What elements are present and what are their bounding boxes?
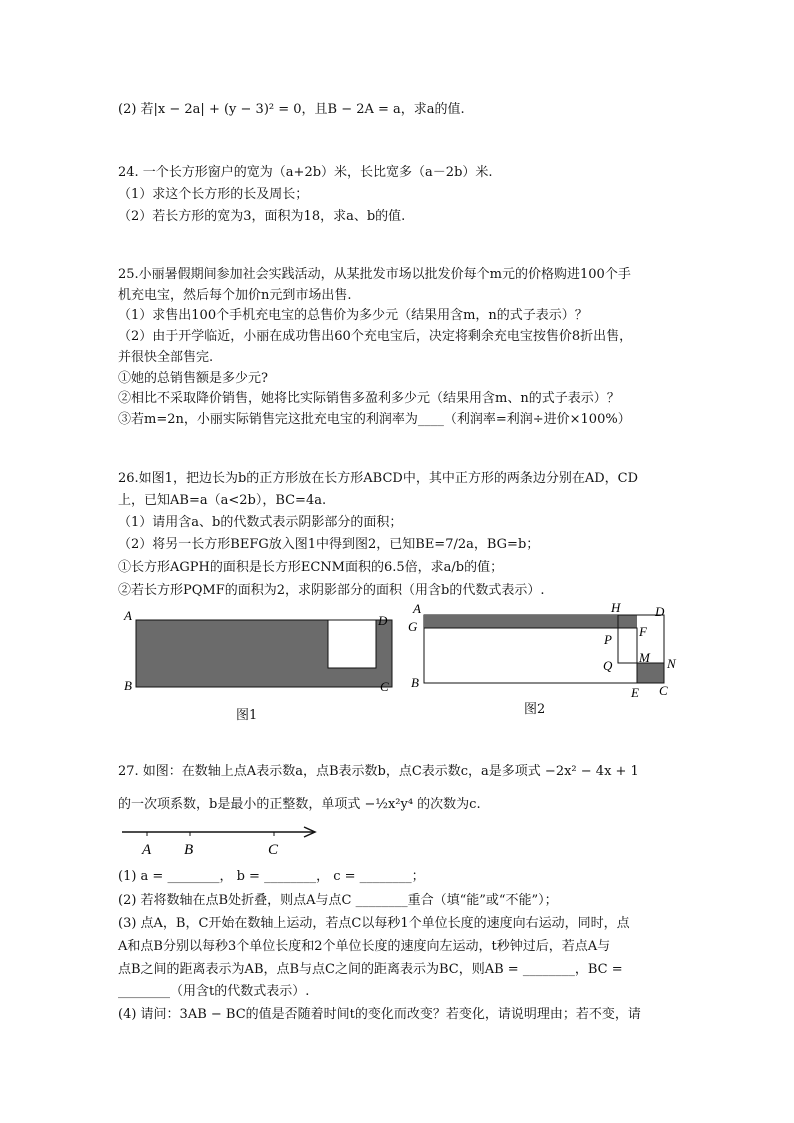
q27-stem-line2: 的一次项系数，b是最小的正整数，单项式 −½x²y⁴ 的次数为c. [118,797,481,812]
q25-sub2: ②相比不采取降价销售，她将比实际销售多盈利多少元（结果用含m、n的式子表示）？ [118,391,620,406]
fig2-shade-top [424,615,637,628]
q24-part2: （2）若长方形的宽为3，面积为18，求a、b的值. [118,209,406,224]
fig1-label-c: C [380,679,389,694]
q25-part1: （1）求售出100个手机充电宝的总售价为多少元（结果用含m，n的式子表示）？ [118,308,588,323]
q25-stem-line1: 25.小丽暑假期间参加社会实践活动，从某批发市场以批发价每个m元的价格购进100个手 [118,267,631,282]
q27-part3-line3: 点B之间的距离表示为AB，点B与点C之间的距离表示为BC，则AB = ________，BC = [118,962,623,977]
fig2-label-c: C [659,683,668,698]
q27-part1: (1) a = ________， b = ________， c = ________； [118,869,425,884]
fig2-label-h: H [611,600,621,615]
fig2-label-n: N [667,656,676,671]
q23-part2: (2) 若|x − 2a| + (y − 3)² = 0，且B − 2A = a，求a的值. [118,102,465,117]
q27-part3-line4: ________（用含t的代数式表示）. [118,984,310,999]
q26-part1: （1）请用含a、b的代数式表示阴影部分的面积； [118,515,403,530]
axis-label-a: A [142,842,152,858]
q27-part3-line1: (3) 点A，B，C开始在数轴上运动，若点C以每秒1个单位长度的速度向右运动，同时，点 [118,916,630,931]
fig2-caption: 图2 [524,702,546,717]
q26-sub2: ②若长方形PQMF的面积为2，求阴影部分的面积（用含b的代数式表示）. [118,583,545,598]
q27-part2: (2) 若将数轴在点B处折叠，则点A与点C ________重合（填“能”或“不能”）； [118,893,558,908]
fig1-label-d: D [378,613,388,628]
fig2-label-p: P [604,632,612,647]
fig1-square [328,620,376,668]
fig2-label-d: D [655,604,665,619]
q24-stem: 24. 一个长方形窗户的宽为（a+2b）米，长比宽多（a－2b）米. [118,165,493,180]
q24-part1: （1）求这个长方形的长及周长； [118,187,309,202]
fig2-label-b: B [411,675,419,690]
figure-2 [405,600,695,705]
q27-part3-line2: A和点B分别以每秒3个单位长度和2个单位长度的速度向左运动，t秒钟过后，若点A与 [118,939,611,954]
q25-sub1: ①她的总销售额是多少元? [118,371,268,386]
fig1-label-a: A [124,608,132,623]
fig2-label-g: G [408,619,418,634]
axis-label-c: C [268,842,279,858]
fig2-label-a: A [413,601,421,616]
fig2-label-m: M [639,650,650,665]
q25-stem-line2: 机充电宝，然后每个加价n元到市场出售. [118,288,352,303]
fig1-caption: 图1 [236,708,258,723]
axis-label-b: B [184,842,194,858]
q27-part4: (4) 请问：3AB − BC的值是否随着时间t的变化而改变？若变化，请说明理由；若不变，请 [118,1007,641,1022]
q27-stem-line1: 27. 如图：在数轴上点A表示数a，点B表示数b，点C表示数c，a是多项式 −2x² − 4x + 1 [118,764,639,779]
q26-stem-line2: 上，已知AB=a（a<2b），BC=4a. [118,493,327,508]
fig1-label-b: B [124,678,132,693]
q25-part2-line1: （2）由于开学临近，小丽在成功售出60个充电宝后，决定将剩余充电宝按售价8折出售， [118,329,633,344]
fig2-label-f: F [639,624,647,639]
fig2-label-q: Q [603,658,613,673]
fig2-shade-corner [637,663,664,683]
fig2-label-e: E [631,685,639,700]
q26-part2: （2）将另一长方形BEFG放入图1中得到图2，已知BE=7/2a，BG=b； [118,537,540,552]
q25-part2-line2: 并很快全部售完. [118,350,214,365]
number-line [118,822,328,862]
q25-sub3: ③若m=2n，小丽实际销售完这批充电宝的利润率为____（利润率=利润÷进价×100%） [118,412,631,427]
q26-stem-line1: 26.如图1，把边长为b的正方形放在长方形ABCD中，其中正方形的两条边分别在AD，CD [118,471,639,486]
q26-sub1: ①长方形AGPH的面积是长方形ECNM面积的6.5倍，求a/b的值； [118,560,504,575]
figure-1 [118,605,408,705]
